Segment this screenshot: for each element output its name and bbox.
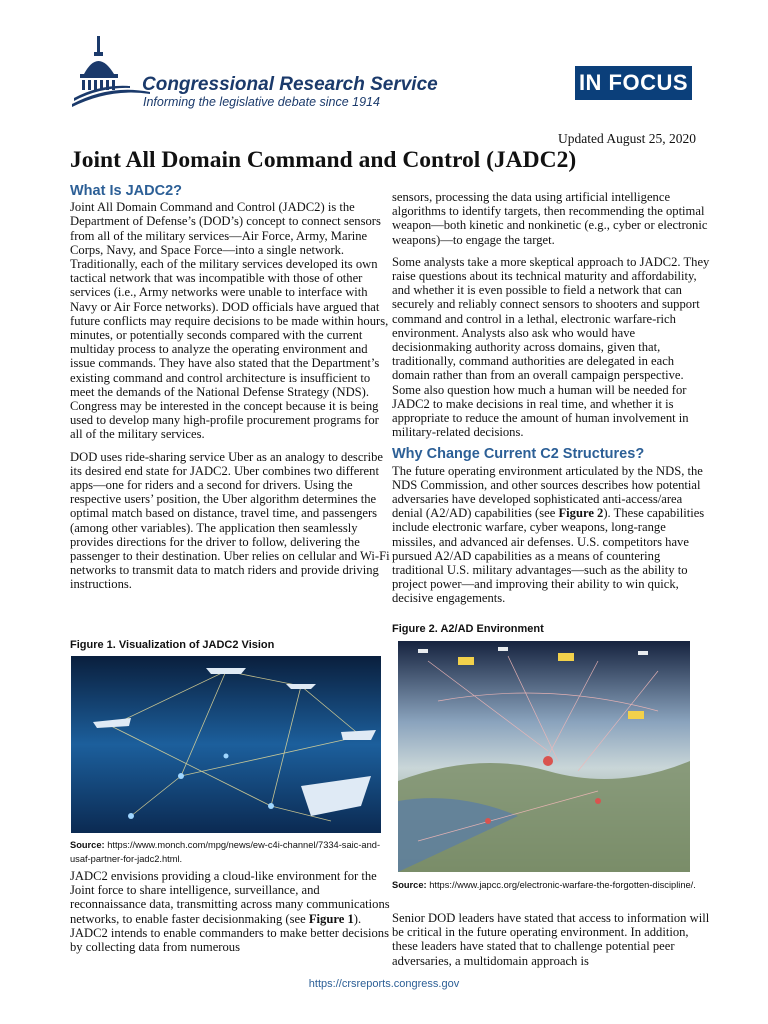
source-label: Source: xyxy=(392,880,427,890)
figure-1-source xyxy=(70,838,390,866)
paragraph-text: ). These capabilities include electronic warfare, cyber weapons, long-range missiles, and advanced air defenses. U.S. competitors have pursued A2/AD capabilities as a means of countering traditional U.S. military advantages—such as the ability to project power—and improving their ability to win quick, decisive engagements. xyxy=(392,506,705,606)
right-column-continued xyxy=(392,911,712,976)
section-heading-why-change: Why Change Current C2 Structures? xyxy=(392,446,645,463)
figure-1-jadc2-visualization xyxy=(71,656,381,833)
source-url[interactable]: https://www.japcc.org/electronic-warfare-the-forgotten-discipline/. xyxy=(426,880,696,890)
paragraph: Some analysts take a more skeptical approach to JADC2. They raise questions about its technical maturity and affordability, and whether it is even possible to field a network that can securely and reliably connect sensors to shooters and support command and control in a lethal, electronic warfare-rich environment. Analysts also ask who would have decisionmaking authority across domains, given that, traditionally, command authorities are delegated in each domain rather than from an overall campaign perspective. Some also question how much a human will be needed for JADC2 to make decisions in real time, and whether it is appropriate to reduce the amount of human involvement in military-related decisions. xyxy=(392,254,710,440)
paragraph-text: The future operating environment articulated by the NDS, the NDS Commission, and other sources describes how potential adversaries have developed sophisticated anti-access/area denial (A2/AD) capabilities (see xyxy=(392,463,703,521)
paragraph-text: ). JADC2 intends to enable commanders to make better decisions by collecting data from numerous xyxy=(70,911,389,955)
source-label: Source: xyxy=(70,840,105,850)
right-column xyxy=(392,190,712,614)
left-column-continued xyxy=(70,869,390,962)
paragraph: sensors, processing the data using artificial intelligence algorithms to identify targets, then recommending the optimal weapon—both kinetic and nonkinetic (e.g., cyber or electronic weapons)—to engage the target. xyxy=(392,190,708,247)
page-title: Joint All Domain Command and Control (JADC2) xyxy=(70,147,577,173)
footer-url-link[interactable]: https://crsreports.congress.gov xyxy=(308,978,460,990)
paragraph: Joint All Domain Command and Control (JADC2) is the Department of Defense’s (DOD’s) concept to connect sensors from all of the military services—Air Force, Army, Marine Corps, Navy, and Space Force—into a single network. Traditionally, each of the military services developed its own tactical network that was incompatible with those of other services (i.e., Army networks were unable to interface with Navy or Air Force networks). DOD officials have argued that future conflicts may require decisions to be made within hours, minutes, or potentially seconds compared with the current multiday process to analyze the operating environment and issue commands. They have also stated that the Department’s existing command and control architecture is insufficient to meet the demands of the National Defense Strategy (NDS). Congress may be interested in the concept because it is being used to develop many high-profile procurement programs for all of the military services. xyxy=(70,200,389,442)
figure-2-source xyxy=(392,878,712,892)
paragraph: Senior DOD leaders have stated that access to information will be critical in the future operating environment. In addition, these leaders have stated that to challenge potential peer adversaries, a multidomain approach is xyxy=(392,911,710,968)
figure-2-caption: Figure 2. A2/AD Environment xyxy=(392,623,544,635)
in-focus-badge: IN FOCUS xyxy=(575,66,692,100)
figure-2-reference: Figure 2 xyxy=(558,506,604,521)
figure-1-caption: Figure 1. Visualization of JADC2 Vision xyxy=(70,639,275,651)
source-url[interactable]: https://www.monch.com/mpg/news/ew-c4i-channel/7334-saic-and-usaf-partner-for-jadc2.html. xyxy=(70,840,381,864)
crs-capitol-logo xyxy=(70,34,150,112)
paragraph xyxy=(392,464,712,606)
paragraph xyxy=(70,869,390,954)
figure-2-a2ad-environment xyxy=(398,641,690,872)
figure-1-reference: Figure 1 xyxy=(308,911,354,926)
organization-tagline: Informing the legislative debate since 1914 xyxy=(143,95,380,109)
updated-date: Updated August 25, 2020 xyxy=(558,131,696,146)
paragraph-text: JADC2 envisions providing a cloud-like environment for the Joint force to share intelligence, surveillance, and reconnaissance data, transmitting across many communications networks, to enable faster decisionmaking (see xyxy=(70,869,390,926)
section-heading-what-is-jadc2: What Is JADC2? xyxy=(70,183,182,199)
organization-name: Congressional Research Service xyxy=(142,74,438,95)
left-column xyxy=(70,184,390,600)
paragraph: DOD uses ride-sharing service Uber as an analogy to describe its desired end state for JADC2. Uber combines two different apps—one for riders and a second for drivers. Using the respective users’ position, the Uber algorithm determines the optimal match based on distance, travel time, and passengers (among other variables). The application then seamlessly provides directions for the driver to follow, delivering the passenger to their destination. Uber relies on cellular and Wi-Fi networks to transmit data to match riders and provide driving instructions. xyxy=(70,449,390,592)
